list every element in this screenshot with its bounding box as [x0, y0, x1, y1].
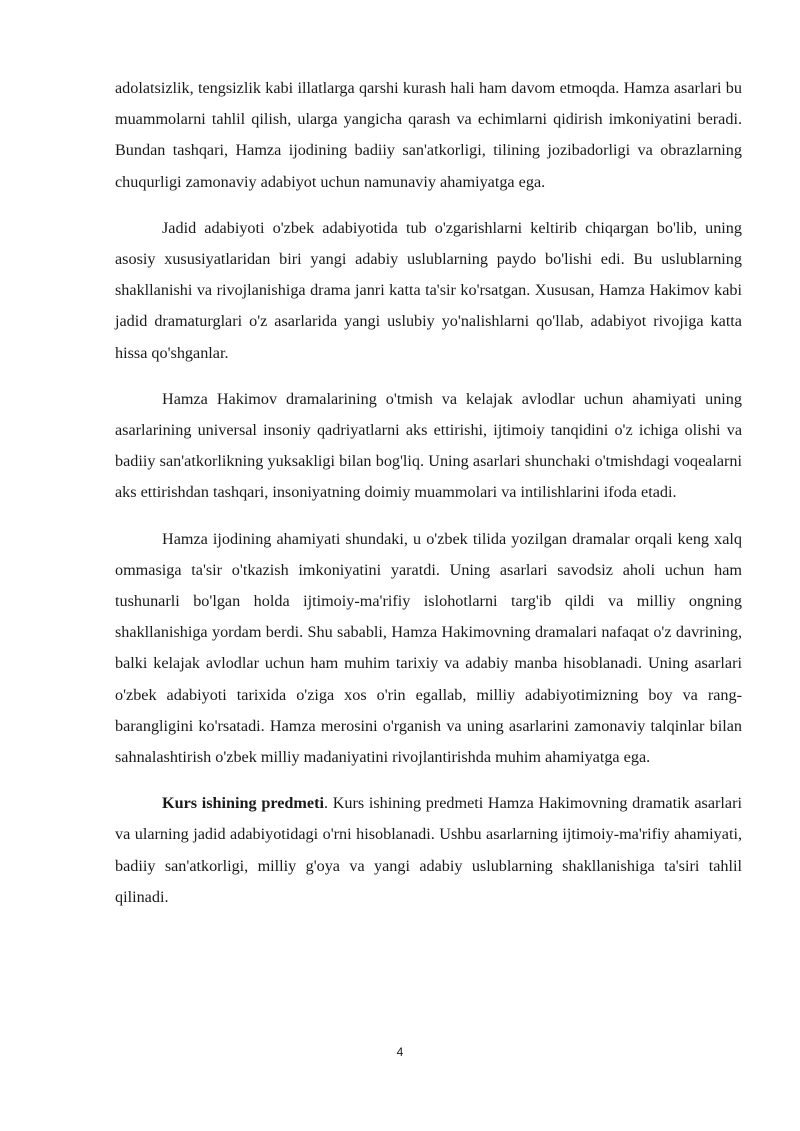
paragraph-5-text: . Kurs ishining predmeti Hamza Hakimovning dramatik asarlari va ularning jadid adabiyotidagi o'rni hisoblanadi. Ushbu asarlarning ijtimoiy-ma'rifiy ahamiyati, badiiy san'atkorligi, milliy g'oya va yangi adabiy uslublarning shakllanishiga ta'siri tahlil qilinadi. [115, 794, 742, 906]
page-number: 4 [396, 1045, 404, 1059]
paragraph-1: adolatsizlik, tengsizlik kabi illatlarga qarshi kurash hali ham davom etmoqda. Hamza asarlari bu muammolarni tahlil qilish, ularga yangicha qarash va echimlarni qidirish imkoniyatini beradi. Bundan tashqari, Hamza ijodining badiiy san'atkorligi, tilining jozibadorligi va obrazlarning chuqurligi zamonaviy adabiyot uchun namunaviy ahamiyatga ega. [115, 79, 742, 191]
paragraph-4: Hamza ijodining ahamiyati shundaki, u o'zbek tilida yozilgan dramalar orqali keng xalq ommasiga ta'sir o'tkazish imkoniyatini yaratdi. Uning asarlari savodsiz aholi uchun ham tushunarli bo'lgan holda ijtimoiy-ma'rifiy islohotlarni targ'ib qildi va milliy ongning shakllanishiga yordam berdi. Shu sababli, Hamza Hakimovning dramalari nafaqat o'z davrining, balki kelajak avlodlar uchun ham muhim tarixiy va adabiy manba hisoblanadi. Uning asarlari o'zbek adabiyoti tarixida o'ziga xos o'rin egallab, milliy adabiyotimizning boy va rang-barangligini ko'rsatadi. Hamza merosini o'rganish va uning asarlarini zamonaviy talqinlar bilan sahnalashtirish o'zbek milliy madaniyatini rivojlantirishda muhim ahamiyatga ega. [115, 529, 742, 767]
paragraph-2: Jadid adabiyoti o'zbek adabiyotida tub o'zgarishlarni keltirib chiqargan bo'lib, uning asosiy xususiyatlaridan biri yangi adabiy uslublarning paydo bo'lishi edi. Bu uslublarning shakllanishi va rivojlanishiga drama janri katta ta'sir ko'rsatgan. Xususan, Hamza Hakimov kabi jadid dramaturglari o'z asarlarida yangi uslubiy yo'nalishlarni qo'llab, adabiyot rivojiga katta hissa qo'shganlar. [115, 218, 742, 362]
section-heading-inline: Kurs ishining predmeti [162, 794, 324, 813]
paragraph-5 [115, 788, 742, 913]
paragraph-3: Hamza Hakimov dramalarining o'tmish va kelajak avlodlar uchun ahamiyati uning asarlarining universal insoniy qadriyatlarni aks ettirishi, ijtimoiy tanqidini o'z ichiga olishi va badiiy san'atkorlikning yuksakligi bilan bog'liq. Uning asarlari shunchaki o'tmishdagi voqealarni aks ettirishdan tashqari, insoniyatning doimiy muammolari va intilishlarini ifoda etadi. [115, 389, 742, 502]
document-body [115, 73, 742, 928]
